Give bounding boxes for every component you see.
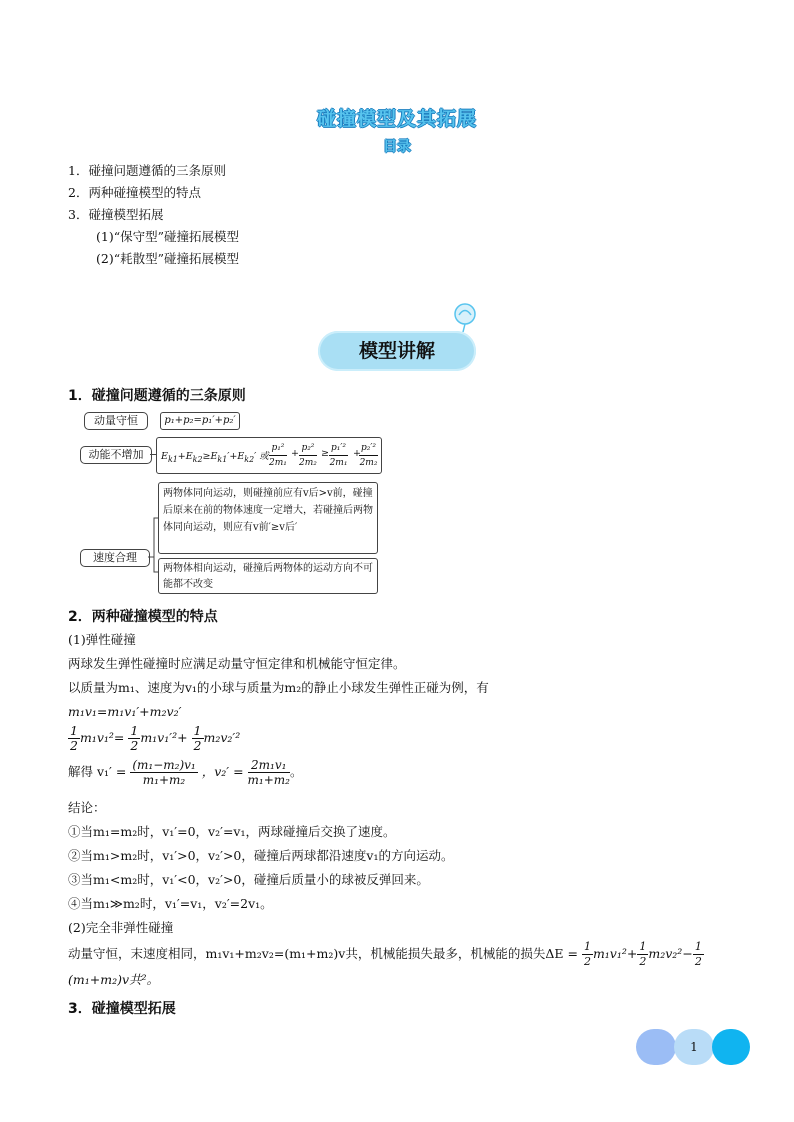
conclusion-label: 结论：: [68, 800, 106, 815]
paragraph: 动量守恒，末速度相同，m₁v₁+m₂v₂=(m₁+m₂)v共，机械能损失最多，机械能的损失ΔE =: [68, 946, 578, 961]
toc-item: 1．碰撞问题遵循的三条原则: [68, 163, 226, 178]
page-deco-circle: [636, 1029, 676, 1065]
section-banner: 模型讲解: [318, 331, 476, 371]
equation-solution: 解得 v₁′ = $\frac{\text{(m₁−m₂)v₁}}{\text{m₁+m₂}}$ ，v₂′ = $\frac{\text{2m₁v₁}}{\text{m₁+m₂}}$ 。: [68, 758, 303, 787]
toc-heading: 目录: [383, 139, 411, 155]
label-velocity: 速度合理: [80, 549, 150, 567]
momentum-equation: p₁+p₂=p₁′+p₂′: [164, 415, 236, 426]
paragraph: (m₁+m₂)v共²。: [68, 972, 160, 987]
label-energy: 动能不增加: [80, 446, 152, 464]
section-heading: 1．碰撞问题遵循的三条原则: [68, 388, 246, 404]
conclusion-item: ③当m₁<m₂时，v₁′<0，v₂′>0，碰撞后质量小的球被反弹回来。: [68, 872, 429, 887]
inelastic-paragraph: 动量守恒，末速度相同，m₁v₁+m₂v₂=(m₁+m₂)v共，机械能损失最多，机械能的损失ΔE = $\frac{1}{2}$ m₁v₁²+ $\frac{1}{2}$ m₂v₂²− $\frac{1}{2}$: [68, 940, 702, 968]
page-number: 1: [674, 1029, 714, 1065]
box-momentum: [160, 412, 240, 430]
paragraph: 以质量为m₁、速度为v₁的小球与质量为m₂的静止小球发生弹性正碰为例，有: [68, 680, 489, 695]
document-title: 碰撞模型及其拓展: [316, 108, 477, 130]
box-energy: $E_{k1}+E_{k2}\ge E_{k1}'+E_{k2}'$ 或 $\frac{\text{p₁²}}{\text{2m₁}}$ + $\frac{\text{p₂²}}{\text{2m₂}}$ ≥ $\frac{\text{p₁′²}}{\text{2m₁}}$ + $\frac{\text{p₂′²}}{\text{2m₂}}$: [156, 437, 382, 474]
section-heading: 2．两种碰撞模型的特点: [68, 609, 218, 625]
paragraph: 两球发生弹性碰撞时应满足动量守恒定律和机械能守恒定律。: [68, 656, 406, 671]
subsection-title: (1)弹性碰撞: [68, 632, 136, 647]
toc-item: 2．两种碰撞模型的特点: [68, 185, 201, 200]
table-of-contents: [68, 160, 239, 270]
toc-item: (1)“保守型”碰撞拓展模型: [96, 229, 239, 244]
page-deco-circle: [712, 1029, 750, 1065]
equation-momentum: m₁v₁=m₁v₁′+m₂v₂′: [68, 704, 182, 719]
equation-energy: $\frac{1}{2}$ m₁v₁²= $\frac{1}{2}$ m₁v₁′²+ $\frac{1}{2}$ m₂v₂′²: [70, 723, 241, 753]
leaf-bulb-icon: [452, 300, 482, 334]
box-velocity-opposite: 两物体相向运动，碰撞后两物体的运动方向不可能都不改变: [158, 558, 378, 594]
box-velocity-same-direction: 两物体同向运动，则碰撞前应有v后>v前，碰撞后原来在前的物体速度一定增大，若碰撞后两物体同向运动，则应有v前′≥v后′: [158, 482, 378, 554]
conclusion-item: ①当m₁=m₂时，v₁′=0，v₂′=v₁，两球碰撞后交换了速度。: [68, 824, 396, 839]
toc-item: (2)“耗散型”碰撞拓展模型: [96, 251, 239, 266]
toc-item: 3．碰撞模型拓展: [68, 207, 164, 222]
subsection-title: (2)完全非弹性碰撞: [68, 920, 174, 935]
section-heading: 3．碰撞模型拓展: [68, 1001, 176, 1017]
label-momentum: 动量守恒: [84, 412, 148, 430]
solution-prefix: 解得 v₁′ =: [68, 764, 127, 779]
conclusion-item: ②当m₁>m₂时，v₁′>0，v₂′>0，碰撞后两球都沿速度v₁的方向运动。: [68, 848, 454, 863]
conclusion-item: ④当m₁≫m₂时，v₁′=v₁，v₂′=2v₁。: [68, 896, 273, 911]
